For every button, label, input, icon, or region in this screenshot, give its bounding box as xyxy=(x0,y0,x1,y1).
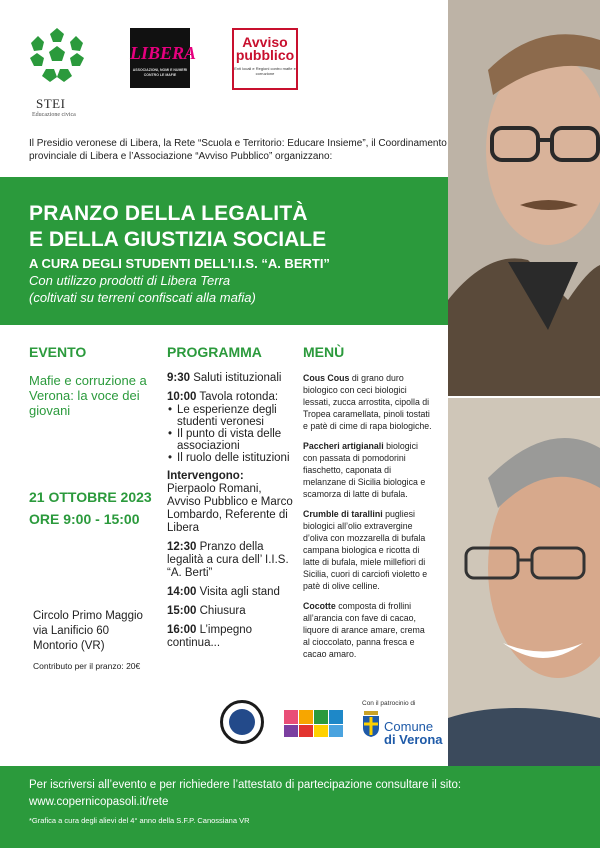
comune-verona-name xyxy=(384,720,443,746)
lunch-contribution: Contributo per il pranzo: 20€ xyxy=(33,661,141,671)
program-item xyxy=(167,586,293,599)
event-time: ORE 9:00 - 15:00 xyxy=(29,511,140,527)
event-subtitle: A CURA DEGLI STUDENTI DELL’I.I.S. “A. BERTI” xyxy=(29,256,330,271)
libera-logo xyxy=(130,28,197,88)
topic-item: • Le esperienze degli studenti veronesi xyxy=(177,404,293,428)
menu-dish-name: Crumble di tarallini xyxy=(303,509,383,519)
program-time: 9:30 xyxy=(167,372,191,384)
event-title-line1: PRANZO DELLA LEGALITÀ xyxy=(29,202,308,225)
program-time: 14:00 xyxy=(167,586,197,598)
stei-name: STEI xyxy=(36,96,66,111)
event-note-line1: Con utilizzo prodotti di Libera Terra xyxy=(29,273,231,288)
program-time: 15:00 xyxy=(167,605,197,617)
menu-dish-desc: di grano duro biologico con ceci biologici lessati, zucca arrostita, cipolla di Tropea caramellata, pinoli tostati e patè di cime di rapa biologiche. xyxy=(303,373,432,431)
menu-dish-name: Paccheri artigianali xyxy=(303,441,384,451)
libera-tagline: ASSOCIAZIONI, NOMI E NUMERI CONTRO LE MAFIE xyxy=(132,68,188,77)
speaker-photo-top xyxy=(448,0,600,398)
menu-dish-name: Cocotte xyxy=(303,601,336,611)
program-item xyxy=(167,605,293,618)
program-text: Visita agli stand xyxy=(196,586,280,598)
venue-line3: Montorio (VR) xyxy=(33,640,105,652)
menu-item xyxy=(303,372,433,432)
libera-wordmark: LIBERA xyxy=(130,43,197,63)
column-heading-evento: EVENTO xyxy=(29,344,87,360)
signup-url[interactable]: www.copernicopasoli.it/rete xyxy=(29,796,169,808)
event-venue xyxy=(33,609,143,654)
program-item xyxy=(167,391,293,404)
event-note-line2: (coltivati su terreni confiscati alla mafia) xyxy=(29,290,256,305)
menu-item xyxy=(303,600,433,660)
program-text: L’impegno continua... xyxy=(167,624,253,649)
patronage-label: Con il patrocinio di xyxy=(362,700,416,707)
menu-dish-name: Cous Cous xyxy=(303,373,350,383)
stei-subtitle: Educazione civica xyxy=(32,112,76,118)
menu-list xyxy=(303,372,433,668)
program-time: 16:00 xyxy=(167,624,197,636)
program-item xyxy=(167,541,293,580)
column-heading-programma: PROGRAMMA xyxy=(167,344,262,360)
graphics-credit: *Grafica a cura degli alievi del 4° anno della S.F.P. Canossiana VR xyxy=(29,816,250,825)
program-text: Saluti istituzionali xyxy=(190,372,282,384)
speakers-list: Pierpaolo Romani, Avviso Pubblico e Marco Lombardo, Referente di Libera xyxy=(167,483,293,534)
intro-text: Il Presidio veronese di Libera, la Rete “Scuola e Territorio: Educare Insieme”, il Coordinamento provinciale di Libera e l’Associazione “Avviso Pubblico” organizzano: xyxy=(29,138,447,162)
comune-line2: di Verona xyxy=(384,732,443,747)
program-text: Chiusura xyxy=(196,605,246,617)
topic-item: • Il ruolo delle istituzioni xyxy=(177,452,293,464)
menu-item xyxy=(303,508,433,592)
column-heading-menu: MENÙ xyxy=(303,344,345,360)
speaker-photo-bottom xyxy=(448,398,600,766)
menu-item xyxy=(303,440,433,500)
avviso-line2: pubblico xyxy=(235,47,295,63)
program-time: 10:00 xyxy=(167,391,197,403)
menu-dish-desc: biologici con passata di pomodorini fiaschetto, caponata di melanzane di Sicilia biologica e scamorza di latte di bufala. xyxy=(303,441,426,499)
stei-logo-icon xyxy=(28,26,86,84)
round-table-topics xyxy=(167,404,293,464)
network-puzzle-logo xyxy=(282,702,348,744)
avviso-tagline: Enti locali e Regioni contro mafie e corruzione xyxy=(234,66,296,76)
menu-dish-desc: composta di frollini all’arancia con fave di cacao, liquore di arance amare, crema al cioccolato, panna fresca e cacao amaro. xyxy=(303,601,425,659)
speakers-heading: Intervengono: xyxy=(167,470,244,482)
school-seal-logo xyxy=(220,700,264,744)
signup-instructions: Per iscriversi all’evento e per richiedere l’attestato di partecipazione consultare il sito: xyxy=(29,779,462,791)
program-text: Tavola rotonda: xyxy=(196,391,279,403)
program-item xyxy=(167,372,293,385)
program-time: 12:30 xyxy=(167,541,197,553)
avviso-line1: Avviso xyxy=(242,34,288,50)
program-list xyxy=(167,372,293,650)
comune-line1: Comune xyxy=(384,719,434,734)
topic-item: • Il punto di vista delle associazioni xyxy=(177,428,293,452)
event-topic: Mafie e corruzione a Verona: la voce dei giovani xyxy=(29,373,147,418)
comune-verona-crest-icon xyxy=(362,711,380,742)
program-item xyxy=(167,624,293,650)
event-title-line2: E DELLA GIUSTIZIA SOCIALE xyxy=(29,228,327,251)
venue-line1: Circolo Primo Maggio xyxy=(33,610,143,622)
menu-dish-desc: pugliesi biologici all’olio extravergine d’oliva con mozzarella di bufala campana biologica e ricotta di latte di bufala, miele millefiori di Sicilia, cuori di carciofi violetto e patè di olive celline. xyxy=(303,509,428,591)
event-date: 21 OTTOBRE 2023 xyxy=(29,489,152,505)
program-text: Pranzo della legalità a cura dell’ I.I.S. “A. Berti” xyxy=(167,541,289,579)
venue-line2: via Lanificio 60 xyxy=(33,625,110,637)
avviso-pubblico-logo xyxy=(232,28,298,90)
